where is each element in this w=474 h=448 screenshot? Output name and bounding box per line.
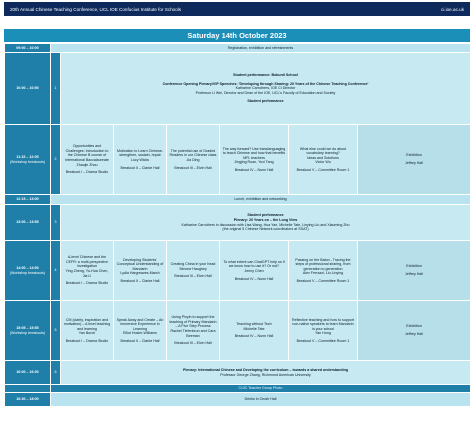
header-title: 20th Annual Chinese Teaching Conference, UCL IOE Confucius Institute for Schools <box>10 6 182 12</box>
time-note: (Workshop breakouts) <box>9 330 46 335</box>
schedule-row <box>5 44 471 53</box>
session-cell: Registration, exhibition and refreshments <box>51 44 471 53</box>
session-cell: CiJIC Teacher Group Photo <box>51 385 471 393</box>
day-title: Saturday 14th October 2023 <box>4 29 470 42</box>
workshop-room: Breakout III – Elvin Hall <box>174 274 212 279</box>
time-note: (Workshop breakouts) <box>9 159 46 164</box>
workshop-cell <box>167 301 220 361</box>
time-range: 11:15 – 12:05 <box>16 154 39 159</box>
session-number: 6 <box>51 361 61 385</box>
workshop-title: Teaching without Tech <box>236 322 272 327</box>
time-cell: 09:00 – 10:00 <box>5 44 51 53</box>
workshop-speaker: Simone Haughey <box>179 266 207 271</box>
schedule-row <box>5 301 471 361</box>
workshop-title: What else could we do about vocabulary learning? <box>299 146 347 156</box>
workshop-speaker: Lucy Wicks <box>130 158 150 162</box>
schedule-row <box>5 125 471 195</box>
workshop-cell <box>167 241 220 301</box>
workshop-room: Breakout II – Clarke Hall <box>120 165 160 170</box>
session-number: 2 <box>51 125 61 195</box>
workshop-cell <box>114 241 167 301</box>
time-cell <box>5 241 51 301</box>
exhibition-cell <box>358 125 471 195</box>
time-range: 15:05 – 15:55 <box>16 325 39 330</box>
workshop-room: Breakout I – Drama Studio <box>65 338 109 343</box>
schedule-row <box>5 393 471 407</box>
workshop-cell <box>289 301 358 361</box>
workshop-title: The way forward? Use translanguaging to teach Chinese and how that benefits MFL teachers <box>222 146 286 160</box>
workshop-room: Breakout II – Clarke Hall <box>120 278 160 283</box>
schedule-row <box>5 205 471 241</box>
workshop-title: Developing Students' Conceptual Understanding of Mandarin <box>116 257 164 271</box>
workshop-speaker: Yan Burch <box>78 331 96 336</box>
plenary-title: Conference Opening Plenary/VIP Speeches: 'Developing through Sharing: 20 Years of the Chinese Teaching Conference' <box>162 81 369 86</box>
schedule-table <box>4 43 471 407</box>
workshop-room: Breakout V – Committee Room 1 <box>296 167 350 172</box>
plenary-speaker: Professor Li Wei, Director and Dean of the IOE, UCL's Faculty of Education and Society <box>195 90 336 95</box>
workshop-room: Breakout V – Committee Room 1 <box>296 278 350 283</box>
workshop-speaker: Zhaojin Zhou <box>76 162 98 167</box>
workshop-speaker: Jia Ding <box>186 158 200 162</box>
time-cell <box>5 385 51 393</box>
workshop-speaker: Rachel Tiefenbrun and Cara Beeman <box>170 329 216 338</box>
workshop-room: Breakout II – Clarke Hall <box>120 338 160 343</box>
plenary-cell <box>61 361 471 385</box>
workshop-subtitle: Ideas and Solutions <box>307 155 339 160</box>
plenary-speaker: Katharine Carruthers in discussion with Lisa Wang, Hua Yan, Michelle Tate, Linying Liu and Xiaoming Zhu <box>181 222 350 227</box>
workshop-speaker: Lydia Hargreaves-March <box>120 271 160 276</box>
workshop-title: Using Pinyin to support the teaching of Primary Mandarin – A Five Step Process <box>169 315 217 329</box>
exhibition-room: Jeffrey Hall <box>405 332 423 336</box>
schedule-row <box>5 361 471 385</box>
workshop-room: Breakout III – Elvin Hall <box>174 341 212 346</box>
time-note: (Workshop breakouts) <box>9 270 46 275</box>
exhibition-room: Jeffrey Hall <box>405 272 423 276</box>
time-cell <box>5 301 51 361</box>
workshop-title: Creating China in your head <box>170 262 216 267</box>
workshop-title: Passing on the Baton - Tracing the steps of professional sharing, from generation to generation <box>295 257 351 271</box>
plenary-cell <box>61 205 471 241</box>
workshop-cell <box>114 125 167 195</box>
page-header <box>4 2 470 16</box>
plenary-speaker: Katharine Carruthers, IOE CI Director <box>235 86 296 91</box>
workshop-speaker: Michelle Tate <box>243 326 265 331</box>
session-number: 4 <box>51 241 61 301</box>
workshop-cell <box>61 241 114 301</box>
session-number: 3 <box>51 205 61 241</box>
workshop-cell <box>61 301 114 361</box>
workshop-room: Breakout III – Elvin Hall <box>174 165 212 170</box>
plenary-cell <box>61 53 471 125</box>
workshop-cell <box>167 125 220 195</box>
session-number: 5 <box>51 301 61 361</box>
workshop-speaker: Ying Zheng, Yu-Hua Chen, Jia Li <box>65 269 109 278</box>
time-cell: 12:15 – 13:00 <box>5 195 51 205</box>
workshop-speaker: Jingjing Ruan, Yuxi Tang <box>234 160 274 165</box>
plenary-note: (the original 5 Chinese Network coordinators at SSAT) <box>222 227 309 232</box>
workshop-room: Breakout IV – Nunn Hall <box>234 334 274 339</box>
workshop-speaker: Elliot Hosier-Williams <box>123 331 157 336</box>
workshop-cell <box>220 125 289 195</box>
time-cell: 10:00 – 10:50 <box>5 53 51 125</box>
plenary-speaker: Professor George Zhang, Richmond American University <box>220 372 311 377</box>
time-cell <box>5 125 51 195</box>
workshop-cell <box>61 125 114 195</box>
plenary-line: Student performance <box>247 99 284 104</box>
workshop-title: To what extent can ChatGPT help us if we know how to use it? Or not? <box>223 259 285 269</box>
schedule-row <box>5 241 471 301</box>
workshop-speaker: Victor Wu <box>315 160 331 165</box>
workshop-room: Breakout IV – Nunn Hall <box>234 167 274 172</box>
workshop-title: CM (clarity, inspiration and motivation) – A level teaching and learning <box>63 317 111 331</box>
plenary-line: Student performance: Bokunti School <box>233 73 298 78</box>
session-number: 1 <box>51 53 61 125</box>
workshop-cell <box>114 301 167 361</box>
workshop-room: Breakout IV – Nunn Hall <box>234 276 274 281</box>
exhibition-title: Exhibition <box>406 324 422 329</box>
workshop-title: Reflective teaching and how to support non-native speakers to learn Mandarin in your school <box>292 317 354 331</box>
schedule-row <box>5 53 471 125</box>
exhibition-cell <box>358 241 471 301</box>
workshop-cell <box>220 241 289 301</box>
workshop-room: Breakout V – Committee Room 1 <box>296 338 350 343</box>
workshop-title: Speak Away and Create – An Immersive Experience in Learning <box>116 317 164 331</box>
session-cell: Lunch, exhibition and networking <box>51 195 471 205</box>
workshop-title: A-level Chinese and the CEFR: a multi-perspective investigation <box>66 255 108 269</box>
workshop-cell <box>289 125 358 195</box>
schedule-row <box>5 195 471 205</box>
workshop-room: Breakout I – Drama Studio <box>65 170 109 175</box>
time-range: 14:00 – 14:50 <box>16 265 39 270</box>
workshop-title: Motivation to Learn Chinese- strengthen, sustain, repair <box>117 148 163 158</box>
workshop-room: Breakout I – Drama Studio <box>65 281 109 286</box>
time-cell: 16:30 – 18:00 <box>5 393 51 407</box>
workshop-speaker: Yan Hong <box>315 331 331 336</box>
exhibition-room: Jeffrey Hall <box>405 161 423 165</box>
time-cell: 16:00 – 16:30 <box>5 361 51 385</box>
exhibition-cell <box>358 301 471 361</box>
exhibition-title: Exhibition <box>406 153 422 158</box>
schedule-row <box>5 385 471 393</box>
header-url: ci.ioe.ac.uk <box>441 6 464 12</box>
plenary-title: Plenary: 20 Years on – the Long View <box>233 217 298 222</box>
workshop-title: The potential use of Graded Readers in our Chinese class <box>169 148 217 158</box>
time-cell: 13:00 – 13:55 <box>5 205 51 241</box>
plenary-line: Student performance <box>247 213 284 218</box>
workshop-speaker: Jenny Chen <box>244 269 264 273</box>
session-cell: Drinks in Crush Hall <box>51 393 471 407</box>
plenary-title: Plenary: International Chinese and Developing the curriculum – towards a shared understanding <box>183 367 348 372</box>
workshop-cell <box>289 241 358 301</box>
workshop-title: Opportunities and Challenges: Introduction to the Chinese B course of International Baccalaureate <box>65 144 109 162</box>
workshop-speaker: Alex Ferrazzi, Liu Linying <box>302 271 344 276</box>
exhibition-title: Exhibition <box>406 264 422 269</box>
workshop-cell <box>220 301 289 361</box>
